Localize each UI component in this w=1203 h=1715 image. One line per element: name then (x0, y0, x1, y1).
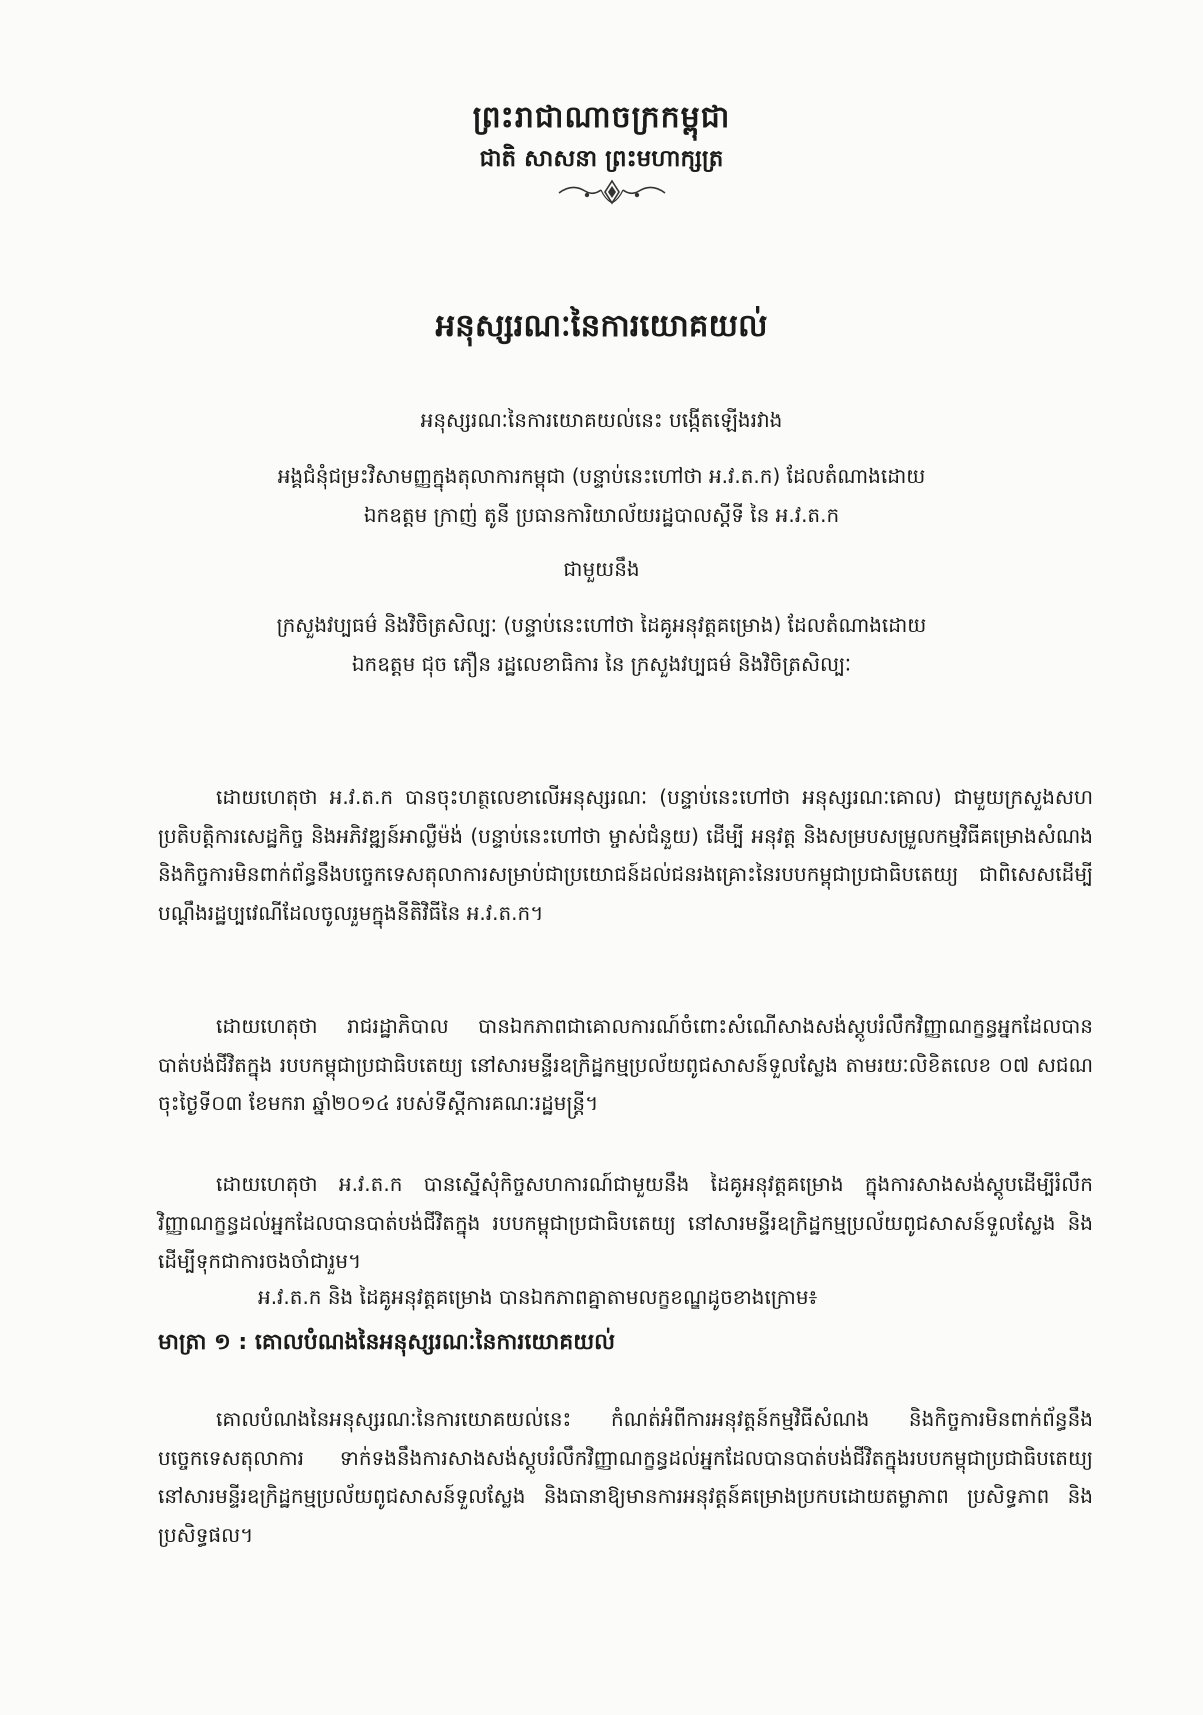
paragraph-whereas-1: ដោយហេតុថា អ.វ.ត.ក បានចុះហត្ថលេខាលើអនុស្សរណៈ (បន្ទាប់នេះហៅថា អនុស្សរណៈគោល) ជាមួយក្រសួងសហប្រតិបត្តិការសេដ្ឋកិច្ច និងអភិវឌ្ឍន៍អាល្លឺម៉ង់ (បន្ទាប់នេះហៅថា ម្ចាស់ជំនួយ) ដើម្បី អនុវត្ត និងសម្របសម្រួលកម្មវិធីគម្រោងសំណង និងកិច្ចការមិនពាក់ព័ន្ធនឹងបច្ចេកទេសតុលាការសម្រាប់ជាប្រយោជន៍ដល់ជនរងគ្រោះនៃរបបកម្ពុជាប្រជាធិបតេយ្យ ជាពិសេសដើម្បីបណ្ដឹងរដ្ឋប្បវេណីដែលចូលរួមក្នុងនីតិវិធីនៃ អ.វ.ត.ក។ (158, 785, 1093, 925)
intro-line-6: ឯកឧត្តម ជុច ភឿន រដ្ឋលេខាធិការ នៃ ក្រសួងវប្បធម៌ និងវិចិត្រសិល្បៈ (351, 652, 852, 676)
intro-line-5: ក្រសួងវប្បធម៌ និងវិចិត្រសិល្បៈ (បន្ទាប់នេះហៅថា ដៃគូអនុវត្តគម្រោង) ដែលតំណាងដោយ (276, 613, 927, 637)
national-motto: ជាតិ សាសនា ព្រះមហាក្សត្រ (479, 146, 724, 172)
ornament-divider-icon (557, 177, 667, 207)
article-1-heading: មាត្រា ១ : គោលបំណងនៃអនុស្សរណៈនៃការយោគយល់ (158, 1330, 616, 1355)
intro-line-4: ជាមួយនឹង (563, 557, 640, 581)
intro-line-1: អនុស្សរណៈនៃការយោគយល់នេះ បង្កើតឡើងរវាង (420, 408, 783, 432)
paragraph-agreement: អ.វ.ត.ក និង ដៃគូអនុវត្តគម្រោង បានឯកភាពគ្នាតាមលក្ខខណ្ឌដូចខាងក្រោម៖ (258, 1285, 818, 1309)
paragraph-whereas-3: ដោយហេតុថា អ.វ.ត.ក បានស្នើសុំកិច្ចសហការណ៍ជាមួយនឹង ដៃគូអនុវត្តគម្រោង ក្នុងការសាងសង់ស្តូបដើម្បីរំលឹកវិញ្ញាណក្ខន្ធដល់អ្នកដែលបានបាត់បង់ជីវិតក្នុង របបកម្ពុជាប្រជាធិបតេយ្យ នៅសារមន្ទីរឧក្រិដ្ឋកម្មប្រល័យពូជសាសន៍ទួលស្លែង និងដើម្បីទុកជាការចងចាំជារួម។ (158, 1172, 1093, 1273)
paragraph-whereas-2: ដោយហេតុថា រាជរដ្ឋាភិបាល បានឯកភាពជាគោលការណ៍ចំពោះសំណើសាងសង់ស្តូបរំលឹកវិញ្ញាណក្ខន្ធអ្នកដែលបានបាត់បង់ជីវិតក្នុង របបកម្ពុជាប្រជាធិបតេយ្យ នៅសារមន្ទីរឧក្រិដ្ឋកម្មប្រល័យពូជសាសន៍ទួលស្លែង តាមរយៈលិខិតលេខ ០៧ សជណ ចុះថ្ងៃទី០៣ ខែមករា ឆ្នាំ២០១៤ របស់ទីស្តីការគណៈរដ្ឋមន្ត្រី។ (158, 1014, 1093, 1115)
intro-line-3: ឯកឧត្តម ក្រាញ់ តូនី ប្រធានការិយាល័យរដ្ឋបាលស្តីទី នៃ អ.វ.ត.ក (363, 503, 840, 527)
document-title: អនុស្សរណៈនៃការយោគយល់ (435, 308, 768, 344)
article-1-text: គោលបំណងនៃអនុស្សរណៈនៃការយោគយល់នេះ កំណត់អំពីការអនុវត្តន៍កម្មវិធីសំណង និងកិច្ចការមិនពាក់ព័ន្ធនឹងបច្ចេកទេសតុលាការ ទាក់ទងនឹងការសាងសង់ស្តូបរំលឹកវិញ្ញាណក្ខន្ធដល់អ្នកដែលបានបាត់បង់ជីវិតក្នុងរបបកម្ពុជាប្រជាធិបតេយ្យ នៅសារមន្ទីរឧក្រិដ្ឋកម្មប្រល័យពូជសាសន៍ទួលស្លែង និងធានាឱ្យមានការអនុវត្តន៍គម្រោងប្រកបដោយតម្លាភាព ប្រសិទ្ធភាព និងប្រសិទ្ធផល។ (158, 1407, 1093, 1547)
kingdom-heading: ព្រះរាជាណាចក្រកម្ពុជា (472, 100, 731, 135)
intro-line-2: អង្គជំនុំជម្រះវិសាមញ្ញក្នុងតុលាការកម្ពុជា (បន្ទាប់នេះហៅថា អ.វ.ត.ក) ដែលតំណាងដោយ (277, 464, 926, 488)
